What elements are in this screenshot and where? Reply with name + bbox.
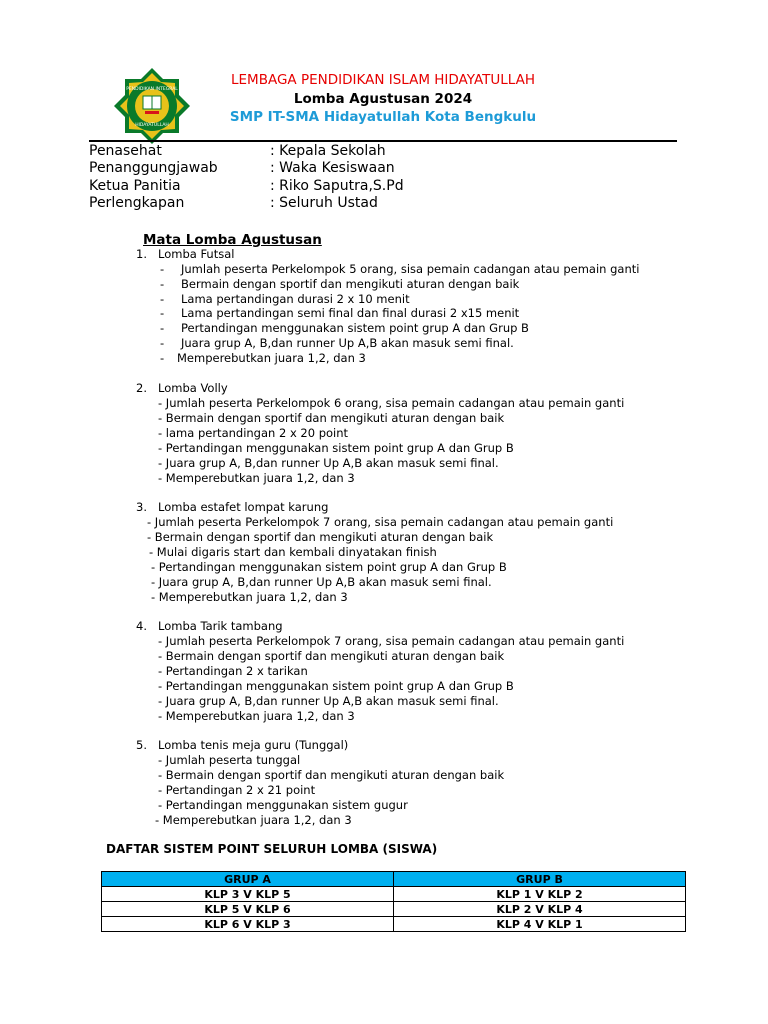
rule-item: - Bermain dengan sportif dan mengikuti aturan dengan baik (158, 768, 505, 782)
rule-item: - Memperebutkan juara 1,2, dan 3 (151, 590, 348, 604)
rule-item: Bermain dengan sportif dan mengikuti aturan dengan baik (181, 277, 520, 291)
table-cell: KLP 3 V KLP 5 (102, 887, 394, 902)
rule-item: - Juara grup A, B,dan runner Up A,B akan masuk semi final. (151, 575, 492, 589)
rule-item: - Pertandingan menggunakan sistem point grup A dan Grup B (151, 560, 507, 574)
competition-number: 2. (136, 381, 147, 395)
bullet-dash: - (160, 306, 165, 320)
rule-item: Lama pertandingan durasi 2 x 10 menit (181, 292, 410, 306)
committee-key: Ketua Panitia (89, 178, 181, 194)
competition-name: Lomba Tarik tambang (158, 619, 283, 633)
committee-key: Perlengkapan (89, 195, 185, 211)
logo-bottom-text: HIDAYATULLAH (135, 123, 169, 128)
rule-item: - Juara grup A, B,dan runner Up A,B akan masuk semi final. (158, 456, 499, 470)
rule-item: - Jumlah peserta Perkelompok 6 orang, sisa pemain cadangan atau pemain ganti (158, 396, 625, 410)
logo-top-text: PENDIDIKAN INTEGRAL (126, 87, 178, 92)
rule-item: - Pertandingan 2 x 21 point (158, 783, 316, 797)
rule-item: - Memperebutkan juara 1,2, dan 3 (155, 813, 352, 827)
competition-name: Lomba Volly (158, 381, 228, 395)
competition-number: 1. (136, 247, 147, 261)
table-cell: KLP 2 V KLP 4 (394, 902, 686, 917)
table-header-cell: GRUP A (102, 872, 394, 887)
table-cell: KLP 1 V KLP 2 (394, 887, 686, 902)
committee-value: : Seluruh Ustad (270, 195, 378, 211)
table-row (102, 917, 686, 932)
rule-item: Lama pertandingan semi final dan final durasi 2 x15 menit (181, 306, 520, 320)
rule-item: - Jumlah peserta tunggal (158, 753, 301, 767)
rule-item: - Memperebutkan juara 1,2, dan 3 (158, 709, 355, 723)
committee-value: : Riko Saputra,S.Pd (270, 178, 404, 194)
rule-item: - Juara grup A, B,dan runner Up A,B akan masuk semi final. (158, 694, 499, 708)
rule-item: - Bermain dengan sportif dan mengikuti aturan dengan baik (158, 649, 505, 663)
competition-name: Lomba estafet lompat karung (158, 500, 329, 514)
table-cell: KLP 5 V KLP 6 (102, 902, 394, 917)
competition-number: 4. (136, 619, 147, 633)
org-name: LEMBAGA PENDIDIKAN ISLAM HIDAYATULLAH (231, 72, 535, 88)
rule-item: - Jumlah peserta Perkelompok 7 orang, sisa pemain cadangan atau pemain ganti (158, 634, 625, 648)
rule-item: - Pertandingan menggunakan sistem point grup A dan Grup B (158, 441, 514, 455)
competition-name: Lomba Futsal (158, 247, 235, 261)
bullet-dash: - (160, 292, 165, 306)
rule-item: - Bermain dengan sportif dan mengikuti aturan dengan baik (147, 530, 494, 544)
rule-item: - Pertandingan menggunakan sistem gugur (158, 798, 408, 812)
bullet-dash: - (160, 336, 165, 350)
table-header-cell: GRUP B (394, 872, 686, 887)
competition-name: Lomba tenis meja guru (Tunggal) (158, 738, 349, 752)
rule-item: - Mulai digaris start dan kembali dinyatakan finish (149, 545, 437, 559)
bullet-dash: - (160, 262, 165, 276)
committee-key: Penasehat (89, 143, 162, 159)
rule-item: - Memperebutkan juara 1,2, dan 3 (158, 471, 355, 485)
points-table (101, 871, 686, 932)
header-divider (89, 140, 677, 142)
points-title: DAFTAR SISTEM POINT SELURUH LOMBA (SISWA) (106, 842, 438, 856)
committee-value: : Kepala Sekolah (270, 143, 386, 159)
bullet-dash: - (160, 321, 165, 335)
table-cell: KLP 4 V KLP 1 (394, 917, 686, 932)
rule-item: Memperebutkan juara 1,2, dan 3 (177, 351, 366, 365)
rule-item: Pertandingan menggunakan sistem point grup A dan Grup B (181, 321, 529, 335)
rule-item: - Bermain dengan sportif dan mengikuti aturan dengan baik (158, 411, 505, 425)
table-row (102, 887, 686, 902)
rule-item: - Jumlah peserta Perkelompok 7 orang, sisa pemain cadangan atau pemain ganti (147, 515, 614, 529)
school-name: SMP IT-SMA Hidayatullah Kota Bengkulu (229, 109, 537, 125)
event-title: Lomba Agustusan 2024 (293, 91, 473, 107)
competition-number: 5. (136, 738, 147, 752)
bullet-dash: - (160, 277, 165, 291)
bullet-dash: - (160, 351, 165, 365)
rule-item: - Pertandingan menggunakan sistem point grup A dan Grup B (158, 679, 514, 693)
section-title: Mata Lomba Agustusan (143, 232, 322, 248)
rule-item: Jumlah peserta Perkelompok 5 orang, sisa pemain cadangan atau pemain ganti (181, 262, 640, 276)
table-cell: KLP 6 V KLP 3 (102, 917, 394, 932)
committee-value: : Waka Kesiswaan (270, 160, 395, 176)
rule-item: - Pertandingan 2 x tarikan (158, 664, 308, 678)
rule-item: Juara grup A, B,dan runner Up A,B akan masuk semi final. (181, 336, 514, 350)
committee-key: Penanggungjawab (89, 160, 218, 176)
school-logo (112, 66, 192, 146)
rule-item: - lama pertandingan 2 x 20 point (158, 426, 349, 440)
table-header-row (102, 872, 686, 887)
competition-number: 3. (136, 500, 147, 514)
table-row (102, 902, 686, 917)
